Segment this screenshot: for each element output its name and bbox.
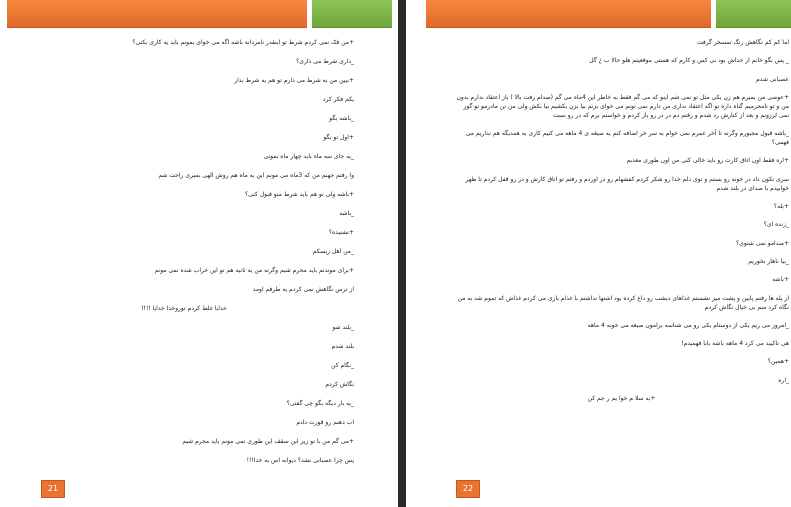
page-divider <box>398 0 406 507</box>
paragraph: +برای موندنم باید محرم شیم وگرنه من یه ثانیه هم تو این خراب شده نمی مونم <box>154 267 354 274</box>
paragraph: _نگام کن <box>331 362 354 369</box>
paragraph: +بله؟ <box>773 203 789 211</box>
paragraph: +همین؟ <box>767 358 789 366</box>
paragraph: بلند شدم <box>331 343 354 350</box>
paragraph: +اره فقط اون اتاق کارت رو باید خالی کنی من اون طوری معذبم <box>626 157 789 165</box>
paragraph: +باشه <box>772 276 789 284</box>
paragraph: _من اهل زیسکم <box>312 248 354 255</box>
right-page-text <box>454 38 789 412</box>
paragraph: +من فک نمی کردم شرط تو اینقدر نامردانه باشه اگه می خوای بمونم باید یه کاری بکنی؟ <box>132 39 354 46</box>
paragraph: عصبانی شدم <box>756 75 789 83</box>
paragraph: _داری شرط می ذاری؟ <box>296 58 354 65</box>
header-bar-orange <box>426 0 711 28</box>
paragraph: پس چرا عصبانی نشد؟ دیوانه اس به خدا!!! <box>246 457 354 464</box>
paragraph: نگاش کردم <box>325 381 354 388</box>
paragraph: _بلند شو <box>332 324 354 331</box>
paragraph: +به سلا م خوا یم ر جم کن <box>587 395 656 403</box>
paragraph: +عوضی من بمیرم هم زن یکی مثل تو نمی شم اینو که می گم فقط به خاطر این 4ماه می گم (صدام رفت بالا ) باز اعتقاد ندارم بدون من و تو نامحرمیم گناه داره تو اگه اعتقاد نداری من دارم نمی تونم می خوای بزنم بیا بزن بکشیم بیا بکش ولی من تن مادرمو تو گور نمی لرزونم و بعد از کنارش رد شدم و رفتم دم در در رو باز کردم و خواستم برم که در رو بست <box>456 93 789 119</box>
paragraph: _یه بار دیگه بگو چی گفتی؟ <box>286 400 354 407</box>
paragraph: اب دهنم رو قورت دادم <box>296 419 354 426</box>
paragraph: _باشه قبول مجبورم وگرنه تا آخر عمرم نمی خوام به سر خر اضافه کنم یه صیغه ی 4 ماهه می کنیم کاری به همدیگه هم نداریم می فهمی؟ <box>465 130 789 147</box>
paragraph: +صدامو نمی شنوی؟ <box>735 239 789 247</box>
paragraph: _زنده ای؟ <box>763 221 789 229</box>
paragraph: +اول تو بگو <box>323 134 354 141</box>
paragraph: از پله ها رفتم پایین و پشت میز نشستم غذاهای دیشب رو داغ کرده بود اشتها نداشتم با غذام بازی می کردم غذاش که تموم شد به من نگاه کرد منم بی خیال نگاش کردم <box>457 294 789 311</box>
paragraph: هی تاکیید می کرد 4 ماهه باشه بابا فهمیدم! <box>681 340 789 348</box>
paragraph: خدایا غلط کردم توروخدا خدایا !!!! <box>141 305 227 312</box>
right-page <box>406 0 791 507</box>
left-page-text <box>14 38 354 475</box>
header-bar-orange <box>7 0 307 28</box>
paragraph: اما کم کم نگاهش رنگ تمسخر گرفت <box>696 39 789 46</box>
paragraph: +ببین من نه شرط می ذارم تو هم یه شرط بذار <box>234 77 354 84</box>
paragraph: _باشه <box>339 210 354 217</box>
paragraph: سری تکون داد در خونه رو بستم و توی دلم خدا رو شکر کردم کفشهام رو در اوردم و رفتم تو اتاق کارش و در رو قفل کردم تا ظهر خوابیدم با صدای در بلند شدم <box>465 175 789 192</box>
paragraph: وا رفتم جهنم من که 3ماه می مونم این یه ماه هم روش الهی بمیری راحت شم <box>158 172 354 179</box>
paragraph: _امروز می ریم یکی از دوستام یکی رو می شناسه برامون صیغه می خونه 4 ماهه <box>587 321 789 329</box>
paragraph: _اره <box>778 376 789 384</box>
paragraph: _بیا ناهار بخوریم <box>748 257 789 265</box>
paragraph: +نشنیده؟ <box>328 229 354 236</box>
header-bar-green <box>312 0 392 28</box>
paragraph: _ پس بگو خانم از خداش بود بی کس و کارم که هستی موقعیتم هلو حالا ب ¿ گل <box>589 57 789 65</box>
paragraph: از ترس نگاهش نمی کردم یه طرفم اومد <box>252 286 354 293</box>
paragraph: +باشه ولی تو هم باید شرط منو قبول کنی؟ <box>245 191 354 198</box>
paragraph: +می گم من با تو زیر این سقف این طوری نمی مونم باید محرم شیم <box>182 438 354 445</box>
page-number: 21 <box>41 480 65 498</box>
paragraph: _باشه بگو <box>329 115 354 122</box>
page-number: 22 <box>456 480 480 498</box>
paragraph: یکم فکر کرد <box>322 96 354 103</box>
paragraph: _یه جای سه ماه باید چهار ماه بمونی <box>263 153 354 160</box>
header-bar-green <box>716 0 791 28</box>
